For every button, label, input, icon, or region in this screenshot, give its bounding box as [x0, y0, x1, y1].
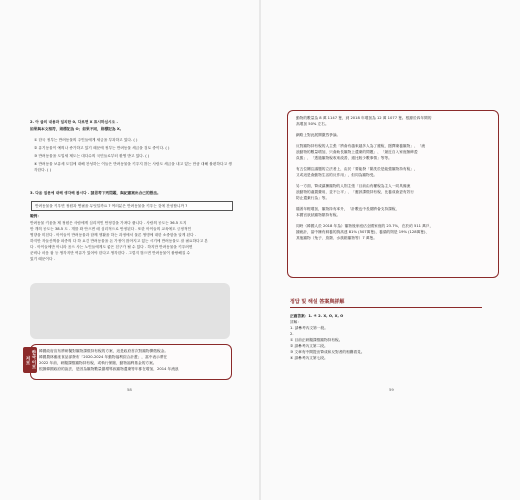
article-line: 反對寵物持有稅的人主張「將會有越來越多人為了避稅，擅擇棄養寵物」、「流 [296, 144, 426, 148]
example-line: 만 개의 공도는 38.5 도 . 개를 꽉 안으면 매 심리적으로 안정된다 . 또한 아이들의 교육에도 긍정적인 [30, 227, 192, 231]
article-continued-box [287, 110, 499, 278]
example-line: 준비나 마음 잡 등 생각지만 여유가 있어야 한다고 생각한다 . 그렇지 않으면 반려동물이 불쌍해질 수 [30, 251, 191, 255]
q2-option-2: ② 유기동물이 예의나 증가하고 있기 때문에 정부는 반려동물 세금을 검토 중이다. ( ) [34, 146, 170, 150]
question-3-box [31, 201, 233, 211]
answer-line: 詳解： [290, 320, 302, 324]
article-line: 浪動物的處置費用，並不公平」、「應該課徵持有稅，比養成會更有效行 [296, 190, 414, 194]
answer-line: ③ 文章有中間提出贊成和反對者的相關看見。 [290, 350, 365, 354]
article-line: 高增加 50% 左右。 [296, 122, 329, 126]
news-line: 韓國政府宣布將研擬對寵物課徵持有稅的方案，這是政府首次對寵物開徵稅金。 [39, 349, 169, 353]
article-line: 網路上對此展開激烈爭論。 [296, 133, 341, 137]
question-2-title: 2. 아 글의 내용과 일치한 0, 다르면 X 표시하십시오 . [30, 120, 118, 124]
news-line: 韓國農林畜產食品部發布「2020-2024 年動物福利綜合計畫」，當中表示將在 [39, 355, 168, 359]
question-3-title: 3. 다음 질문에 대해 생각해 봅시다 . 請思考下列問題，與紀憲案出合己的想法。 [30, 191, 161, 195]
example-line: 반려동물 키움을 제 정원은 사람에게 심리적인 안정감을 가져다 줍니다 . 사람의 공도는 36.5 도지 [30, 221, 187, 225]
news-line: 根據韓國政府的說法，是因為寵物數量激增導致寵物遺棄等年都在增加，2014 年流浪 [39, 367, 179, 371]
answer-line: ① 目前正研擬課徵寵物持有稅。 [290, 338, 343, 342]
writing-area[interactable] [30, 283, 230, 339]
korea-news-box [25, 344, 232, 380]
page-number-left: 58 [127, 387, 132, 392]
example-text [30, 220, 230, 262]
news-line: 2022 年前，研擬課徵寵物持有稅，或執行保險，動物福利基金的方案。 [39, 361, 157, 365]
article-line: 隨著年輕增加，寵物持有率升，「計數也中長期將會支持課稅， [296, 207, 400, 211]
page-number-right: 59 [389, 387, 394, 392]
answer-line: 1. 請參考內文第一段。 [290, 326, 328, 330]
article-line: 據統計，當中擁有飼養的狗高達 81% (507萬隻)，養貓的則是 19% (128萬隻)、 [296, 230, 430, 234]
answers-list [290, 313, 490, 361]
example-line: 있기 때문이다 . [30, 257, 55, 261]
example-line: 다 . 아이들에만 아니라 음으 사는 노인들에게도 좋은 친구가 될 수 있다 . 하지만 반려동물을 키우려면 [30, 245, 193, 249]
question-2-subtitle: 如果與本文相符，則標記為 O；如果不同，則標記為 X。 [30, 127, 124, 131]
article-line: 本國官狀狀寵物類持有稅。 [296, 213, 341, 217]
answers-divider [290, 307, 482, 308]
answer-line: ② 請參考內文第二段。 [290, 344, 328, 348]
korea-news-tag: 한국 이모저모 [23, 347, 37, 373]
question-3-prompt: 반려동물을 키우면 정원과 연필을 무엇일까요 ? 여러분은 반려동물을 키우는 것에 찬성합니까 ? [35, 204, 188, 208]
article-line: 浪動物的數量增加，只會助長寵物上遺棄的問題」、「最近自入家庭無餘盈 [296, 150, 418, 154]
example-line: 하지만 자들산책을 파종의 다 하 요긴 반려동물을 돈 가정이 많아지고 있는 시기에 반려동물도 잘 필요하다고 본 [30, 239, 208, 243]
article-line: 防止遺棄行為」等。 [296, 196, 330, 200]
article-line: 負擔」、「透過寵物稅收來改善，還比較少數事情」等等。 [296, 156, 392, 160]
article-text [296, 115, 492, 241]
article-line: 又或這是會動物生活的反作用」，但同為寵物受。 [296, 173, 378, 177]
example-line: 영향을 미친다 . 아이들이 반려동물과 함께 생활을 하는 과정에서 물론 생명에 대한 소중함을 알게 된다 . [30, 233, 196, 237]
q2-option-3: ③ 반려동물을 도입세 제도는 대다수의 국민들로부터 환영 받고 있다. ( ) [34, 154, 150, 158]
article-line: 動物的數量為 8 萬 1147 隻，到 2018 年增加為 12 萬 1077 隻。根據於四年間的 [296, 116, 432, 120]
answers-title: 정답 및 해설 答案與詳解 [290, 299, 345, 305]
answer-line: ④ 請參考內文第七段。 [290, 356, 328, 360]
article-line: 同時（韓國人於 2018 年為）寵物後家庭佔全國家庭的 23.7%，在於約 511 萬戶， [296, 224, 434, 228]
q2-option-4: ④ 반려동물 보유세 도입에 대해 찬성하는 이들은 반려동물을 키우지 않는 사람도 세금을 내고 있는 만큼 대해 불편하다고 생각한다. ( ) [34, 162, 232, 172]
answer-key: 正確答案：1. ④ 2. X, O, X, O [290, 314, 344, 318]
korea-news-text [39, 348, 227, 372]
article-line: 有五位關注議題的立法者上，由於「要能發「繁洗於是能強寵物持有稅」， [296, 167, 418, 171]
right-page [261, 0, 520, 500]
article-line: 其他寵物（兔子、鳥類、水族箱寵物等）7 萬隻。 [296, 236, 377, 240]
q2-option-1: ① 한국 정부는 반려동물의 주인들에게 세금을 부과하고 있다. ( ) [34, 138, 138, 142]
article-line: 另一方面，贊成讓擁寵物的人則主張「目前由有權稅為主人一同具備流 [296, 184, 411, 188]
answer-line: 2. [290, 332, 294, 336]
example-label: 範例： [30, 214, 42, 218]
left-page [0, 0, 259, 500]
